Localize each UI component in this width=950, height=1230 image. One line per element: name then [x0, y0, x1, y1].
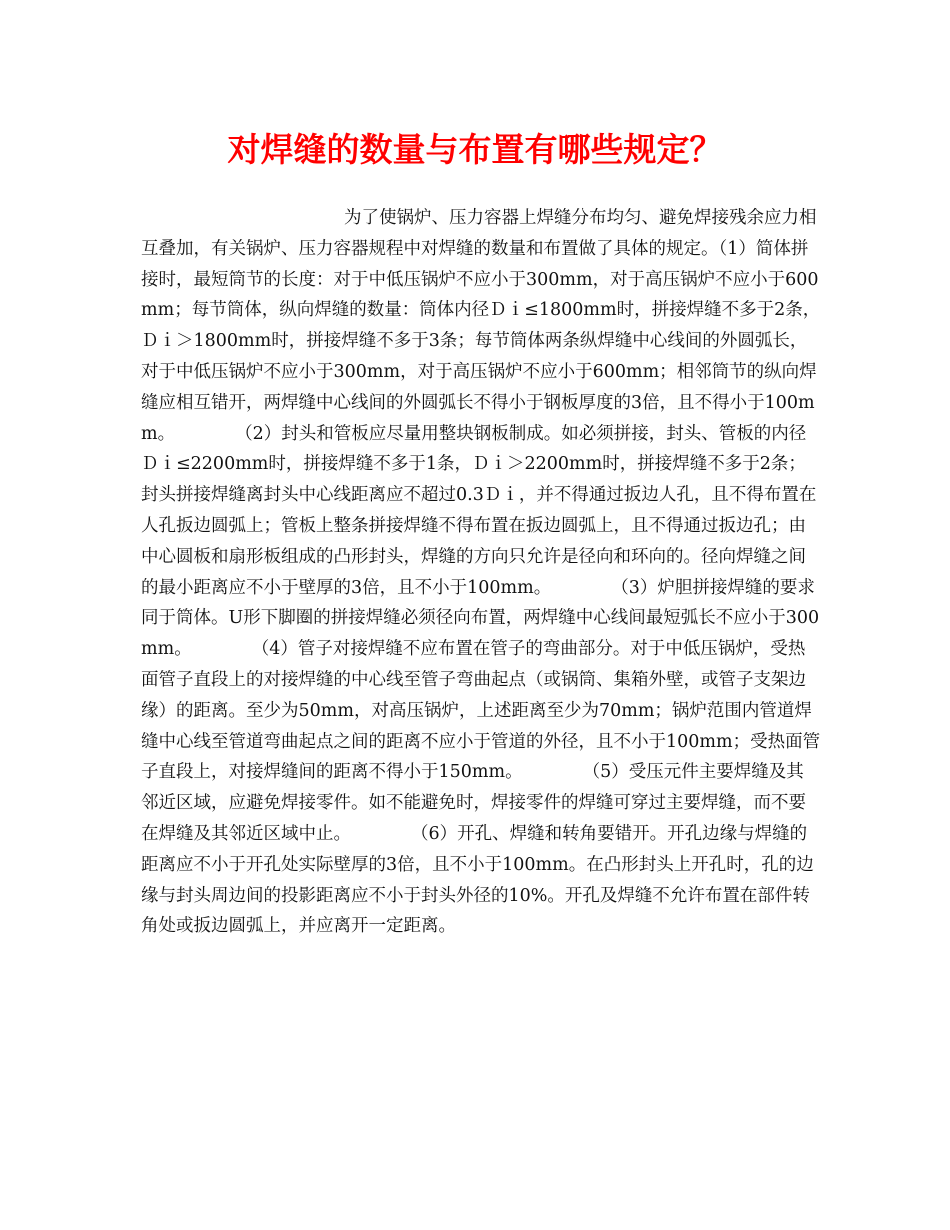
document-body [141, 203, 821, 942]
item-2: （2）封头和管板应尽量用整块钢板制成。如必须拼接，封头、管板的内径Ｄｉ≤2200mm时，拼接焊缝不多于1条，Ｄｉ＞2200mm时，拼接焊缝不多于2条；封头拼接焊缝离封头中心线距离应不超过0.3Ｄｉ，并不得通过扳边人孔，且不得布置在人孔扳边圆弧上；管板上整条拼接焊缝不得布置在扳边圆弧上，且不得通过扳边孔；由中心圆板和扇形板组成的凸形封头，焊缝的方向只允许是径向和环向的。径向焊缝之间的最小距离应不小于壁厚的3倍，且不小于100mm。 [141, 423, 817, 598]
document-title: 对焊缝的数量与布置有哪些规定？ [227, 130, 723, 169]
intro-paragraph: 为了使锅炉、压力容器上焊缝分布均匀、避免焊接残余应力相互叠加，有关锅炉、压力容器规程中对焊缝的数量和布置做了具体的规定。 [141, 208, 817, 259]
item-3: （3）炉胆拼接焊缝的要求同于筒体。U形下脚圈的拼接焊缝必须径向布置，两焊缝中心线间最短弧长不应小于300mm。 [141, 577, 820, 660]
item-6: （6）开孔、焊缝和转角要错开。开孔边缘与焊缝的距离应不小于开孔处实际壁厚的3倍，且不小于100mm。在凸形封头上开孔时，孔的边缘与封头周边间的投影距离应不小于封头外径的10%。开孔及焊缝不允许布置在部件转角处或扳边圆弧上，并应离开一定距离。 [141, 823, 814, 937]
item-5: （5）受压元件主要焊缝及其邻近区域，应避免焊接零件。如不能避免时，焊接零件的焊缝可穿过主要焊缝，而不要在焊缝及其邻近区域中止。 [141, 762, 806, 844]
item-1: （1）简体拼接时，最短筒节的长度：对于中低压锅炉不应小于300mm，对于高压锅炉不应小于600mm；每节筒体，纵向焊缝的数量：筒体内径Ｄｉ≤1800mm时，拼接焊缝不多于2条，Ｄｉ＞1800mm时，拼接焊缝不多于3条；每节筒体两条纵焊缝中心线间的外圆弧长，对于中低压锅炉不应小于300mm，对于高压锅炉不应小于600mm；相邻筒节的纵向焊缝应相互错开，两焊缝中心线间的外圆弧长不得小于钢板厚度的3倍，且不得小于100mm。 [141, 238, 821, 444]
item-4: （4）管子对接焊缝不应布置在管子的弯曲部分。对于中低压锅炉，受热面管子直段上的对接焊缝的中心线至管子弯曲起点（或锅筒、集箱外壁，或管子支架边缘）的距离。至少为50mm，对高压锅炉，上述距离至少为70mm；锅炉范围内管道焊缝中心线至管道弯曲起点之间的距离不应小于管道的外径，且不小于100mm；受热面管子直段上，对接焊缝间的距离不得小于150mm。 [141, 639, 821, 783]
